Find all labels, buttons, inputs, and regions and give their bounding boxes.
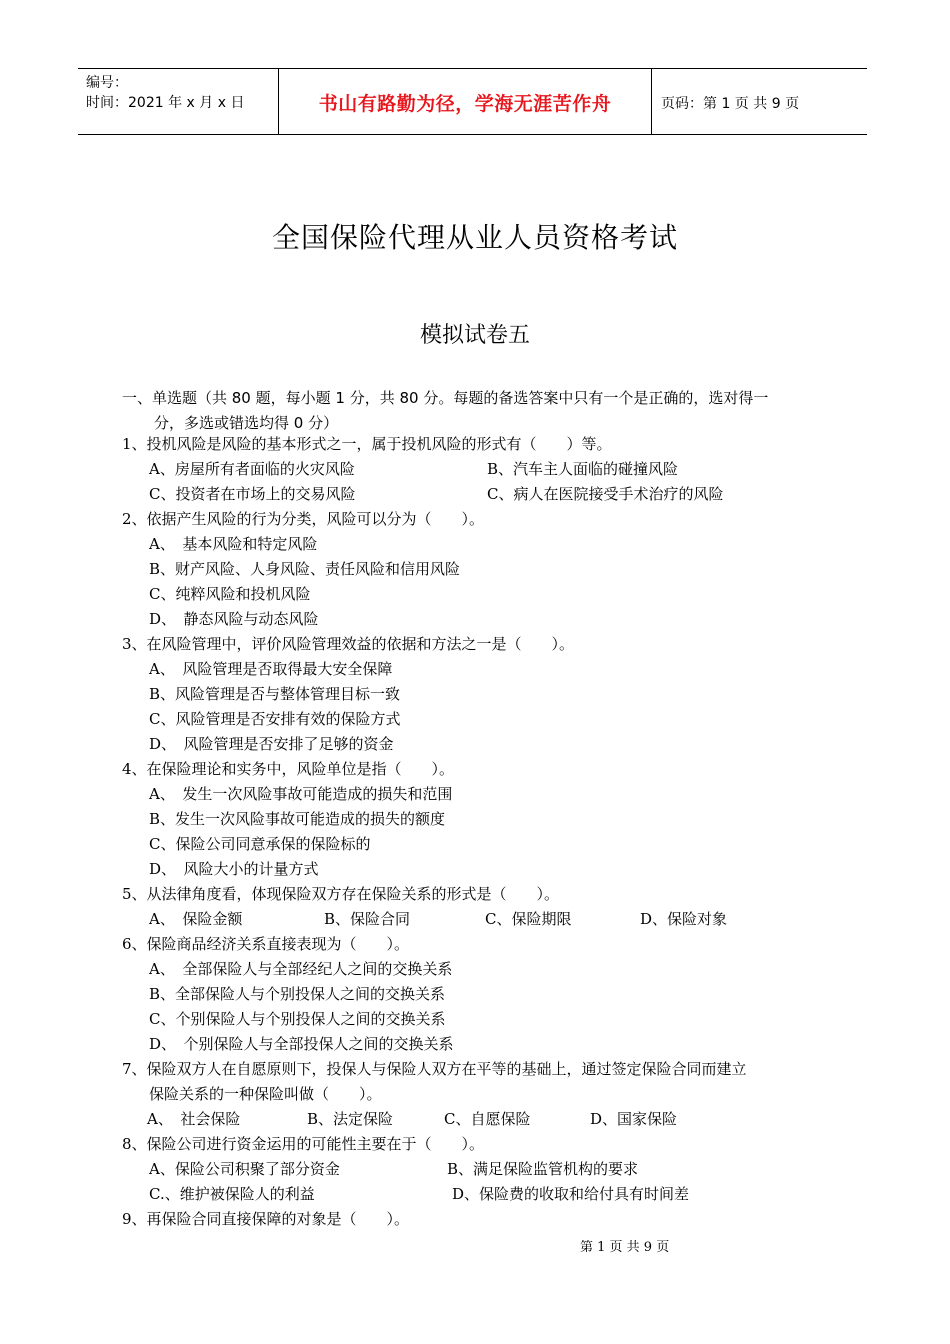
question-option: C.、维护被保险人的利益	[149, 1185, 315, 1203]
question-option: C、个别保险人与个别投保人之间的交换关系	[149, 1010, 446, 1028]
question-option: C、病人在医院接受手术治疗的风险	[487, 485, 724, 503]
time-label: 时间：2021 年 x 月 x 日	[86, 95, 245, 111]
question-option: B、财产风险、人身风险、责任风险和信用风险	[149, 560, 461, 578]
question-option: D、 风险管理是否安排了足够的资金	[149, 735, 394, 753]
question-option: B、风险管理是否与整体管理目标一致	[149, 685, 401, 703]
question-stem: 6、保险商品经济关系直接表现为（ ）。	[122, 935, 410, 953]
question-option: B、保险合同	[324, 910, 411, 928]
question-stem: 2、依据产生风险的行为分类，风险可以分为（ ）。	[122, 510, 485, 528]
question-stem: 7、保险双方人在自愿原则下，投保人与保险人双方在平等的基础上，通过签定保险合同而建立	[122, 1060, 747, 1078]
question-option: D、 风险大小的计量方式	[149, 860, 319, 878]
number-label: 编号：	[86, 75, 128, 91]
section-heading	[122, 386, 832, 436]
question-option: A、 风险管理是否取得最大安全保障	[149, 660, 393, 678]
section-line-2: 分，多选或错选均得 0 分）	[154, 414, 339, 432]
question-option: A、 基本风险和特定风险	[149, 535, 318, 553]
question-option: C、投资者在市场上的交易风险	[149, 485, 356, 503]
question-option: C、保险期限	[485, 910, 572, 928]
document-subtitle: 模拟试卷五	[419, 323, 530, 348]
header-meta	[86, 73, 244, 113]
question-stem: 3、在风险管理中，评价风险管理效益的依据和方法之一是（ ）。	[122, 635, 575, 653]
question-option: A、 社会保险	[147, 1110, 241, 1128]
question-option: A、房屋所有者面临的火灾风险	[149, 460, 355, 478]
question-option: A、 发生一次风险事故可能造成的损失和范围	[149, 785, 453, 803]
question-option: B、全部保险人与个别投保人之间的交换关系	[149, 985, 446, 1003]
question-option: D、 静态风险与动态风险	[149, 610, 319, 628]
question-option: B、汽车主人面临的碰撞风险	[487, 460, 679, 478]
question-option: D、保险对象	[640, 910, 728, 928]
question-option: C、风险管理是否安排有效的保险方式	[149, 710, 401, 728]
question-option: A、 全部保险人与全部经纪人之间的交换关系	[149, 960, 453, 978]
question-stem-continued: 保险关系的一种保险叫做（ ）。	[149, 1085, 382, 1103]
question-option: B、发生一次风险事故可能造成的损失的额度	[149, 810, 446, 828]
page-footer: 第 1 页 共 9 页	[580, 1240, 670, 1255]
header-table	[78, 68, 867, 135]
question-option: B、法定保险	[307, 1110, 394, 1128]
question-option: A、 保险金额	[149, 910, 243, 928]
document-title: 全国保险代理从业人员资格考试	[271, 221, 678, 254]
question-stem: 8、保险公司进行资金运用的可能性主要在于（ ）。	[122, 1135, 485, 1153]
question-stem: 9、再保险合同直接保障的对象是（ ）。	[122, 1210, 410, 1228]
question-option: A、保险公司积聚了部分资金	[149, 1160, 340, 1178]
question-option: C、保险公司同意承保的保险标的	[149, 835, 371, 853]
question-option: D、国家保险	[590, 1110, 678, 1128]
question-stem: 4、在保险理论和实务中，风险单位是指（ ）。	[122, 760, 455, 778]
header-divider	[651, 69, 652, 134]
section-line-1: 一、单选题（共 80 题，每小题 1 分，共 80 分。每题的备选答案中只有一个是正确的，选对得一	[122, 389, 769, 407]
header-motto: 书山有路勤为径，学海无涯苦作舟	[318, 93, 612, 115]
question-option: D、 个别保险人与全部投保人之间的交换关系	[149, 1035, 454, 1053]
question-stem: 5、从法律角度看，体现保险双方存在保险关系的形式是（ ）。	[122, 885, 560, 903]
question-option: C、纯粹风险和投机风险	[149, 585, 311, 603]
question-option: B、满足保险监管机构的要求	[447, 1160, 639, 1178]
question-stem: 1、投机风险是风险的基本形式之一，属于投机风险的形式有（ ）等。	[122, 435, 612, 453]
question-option: D、保险费的收取和给付具有时间差	[452, 1185, 690, 1203]
question-option: C、自愿保险	[444, 1110, 531, 1128]
header-page-info: 页码：第 1 页 共 9 页	[661, 96, 800, 112]
